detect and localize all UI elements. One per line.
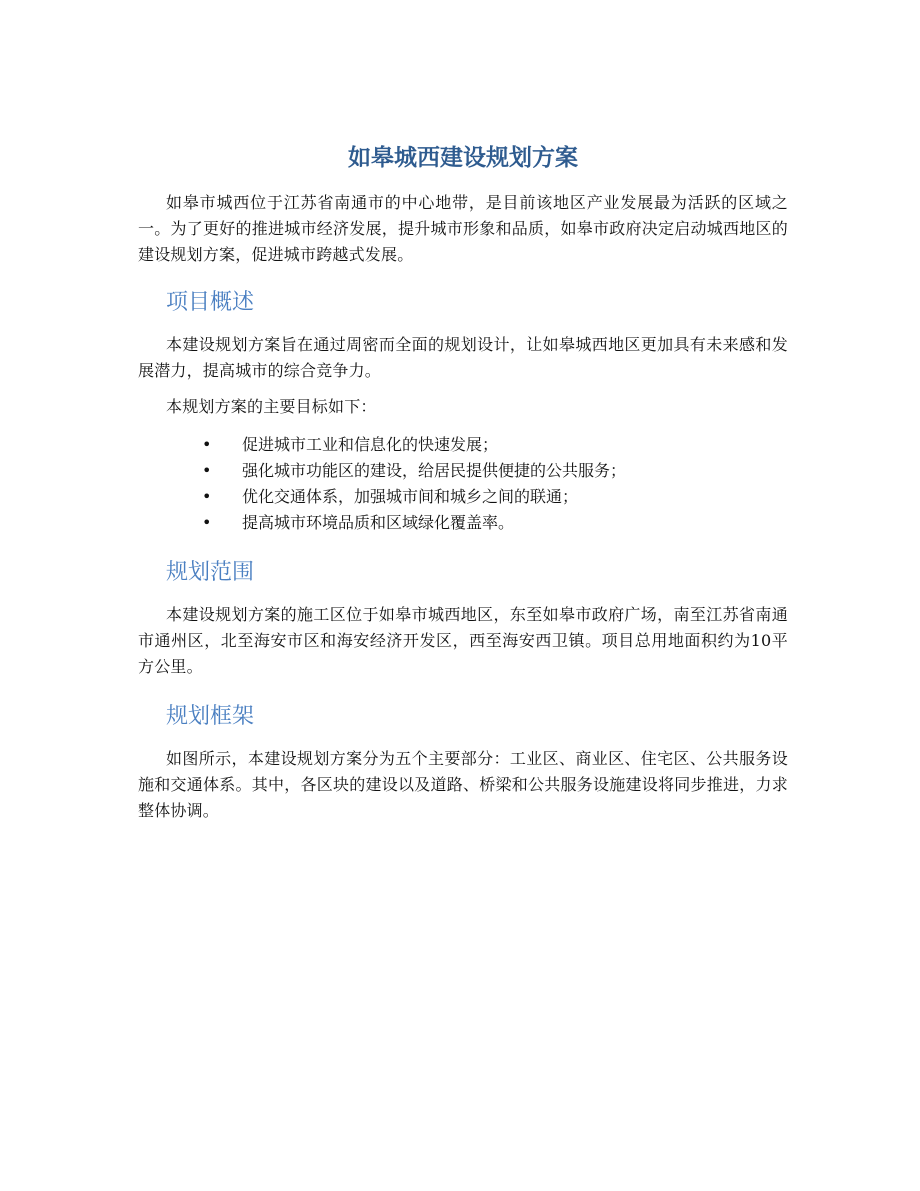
overview-paragraph: 本建设规划方案旨在通过周密而全面的规划设计，让如皋城西地区更加具有未来感和发展潜力，提高城市的综合竞争力。 xyxy=(138,335,788,380)
list-item-text: 促进城市工业和信息化的快速发展； xyxy=(242,435,499,454)
section-heading-framework: 规划框架 xyxy=(166,704,255,729)
list-item xyxy=(138,458,788,484)
list-item-text: 强化城市功能区的建设，给居民提供便捷的公共服务； xyxy=(242,461,627,480)
bullet-icon: • xyxy=(202,513,212,532)
scope-paragraph: 本建设规划方案的施工区位于如皋市城西地区，东至如皋市政府广场，南至江苏省南通市通州区，北至海安市区和海安经济开发区，西至海安西卫镇。项目总用地面积约为10平方公里。 xyxy=(138,605,788,676)
framework-paragraph: 如图所示，本建设规划方案分为五个主要部分：工业区、商业区、住宅区、公共服务设施和交通体系。其中，各区块的建设以及道路、桥梁和公共服务设施建设将同步推进，力求整体协调。 xyxy=(138,749,788,820)
section-heading-overview: 项目概述 xyxy=(166,290,255,315)
list-item xyxy=(138,484,788,510)
document-title: 如皋城西建设规划方案 xyxy=(348,145,578,171)
bullet-icon: • xyxy=(202,461,212,480)
list-item xyxy=(138,510,788,536)
list-item xyxy=(138,432,788,458)
goals-intro-paragraph: 本规划方案的主要目标如下： xyxy=(166,397,377,416)
bullet-icon: • xyxy=(202,435,212,454)
document-page xyxy=(138,140,788,824)
section-heading-scope: 规划范围 xyxy=(166,560,255,585)
list-item-text: 优化交通体系，加强城市间和城乡之间的联通； xyxy=(242,487,579,506)
intro-paragraph: 如皋市城西位于江苏省南通市的中心地带，是目前该地区产业发展最为活跃的区域之一。为了更好的推进城市经济发展，提升城市形象和品质，如皋市政府决定启动城西地区的建设规划方案，促进城市跨越式发展。 xyxy=(138,193,788,264)
goals-list xyxy=(138,432,788,536)
bullet-icon: • xyxy=(202,487,212,506)
list-item-text: 提高城市环境品质和区域绿化覆盖率。 xyxy=(242,513,515,532)
